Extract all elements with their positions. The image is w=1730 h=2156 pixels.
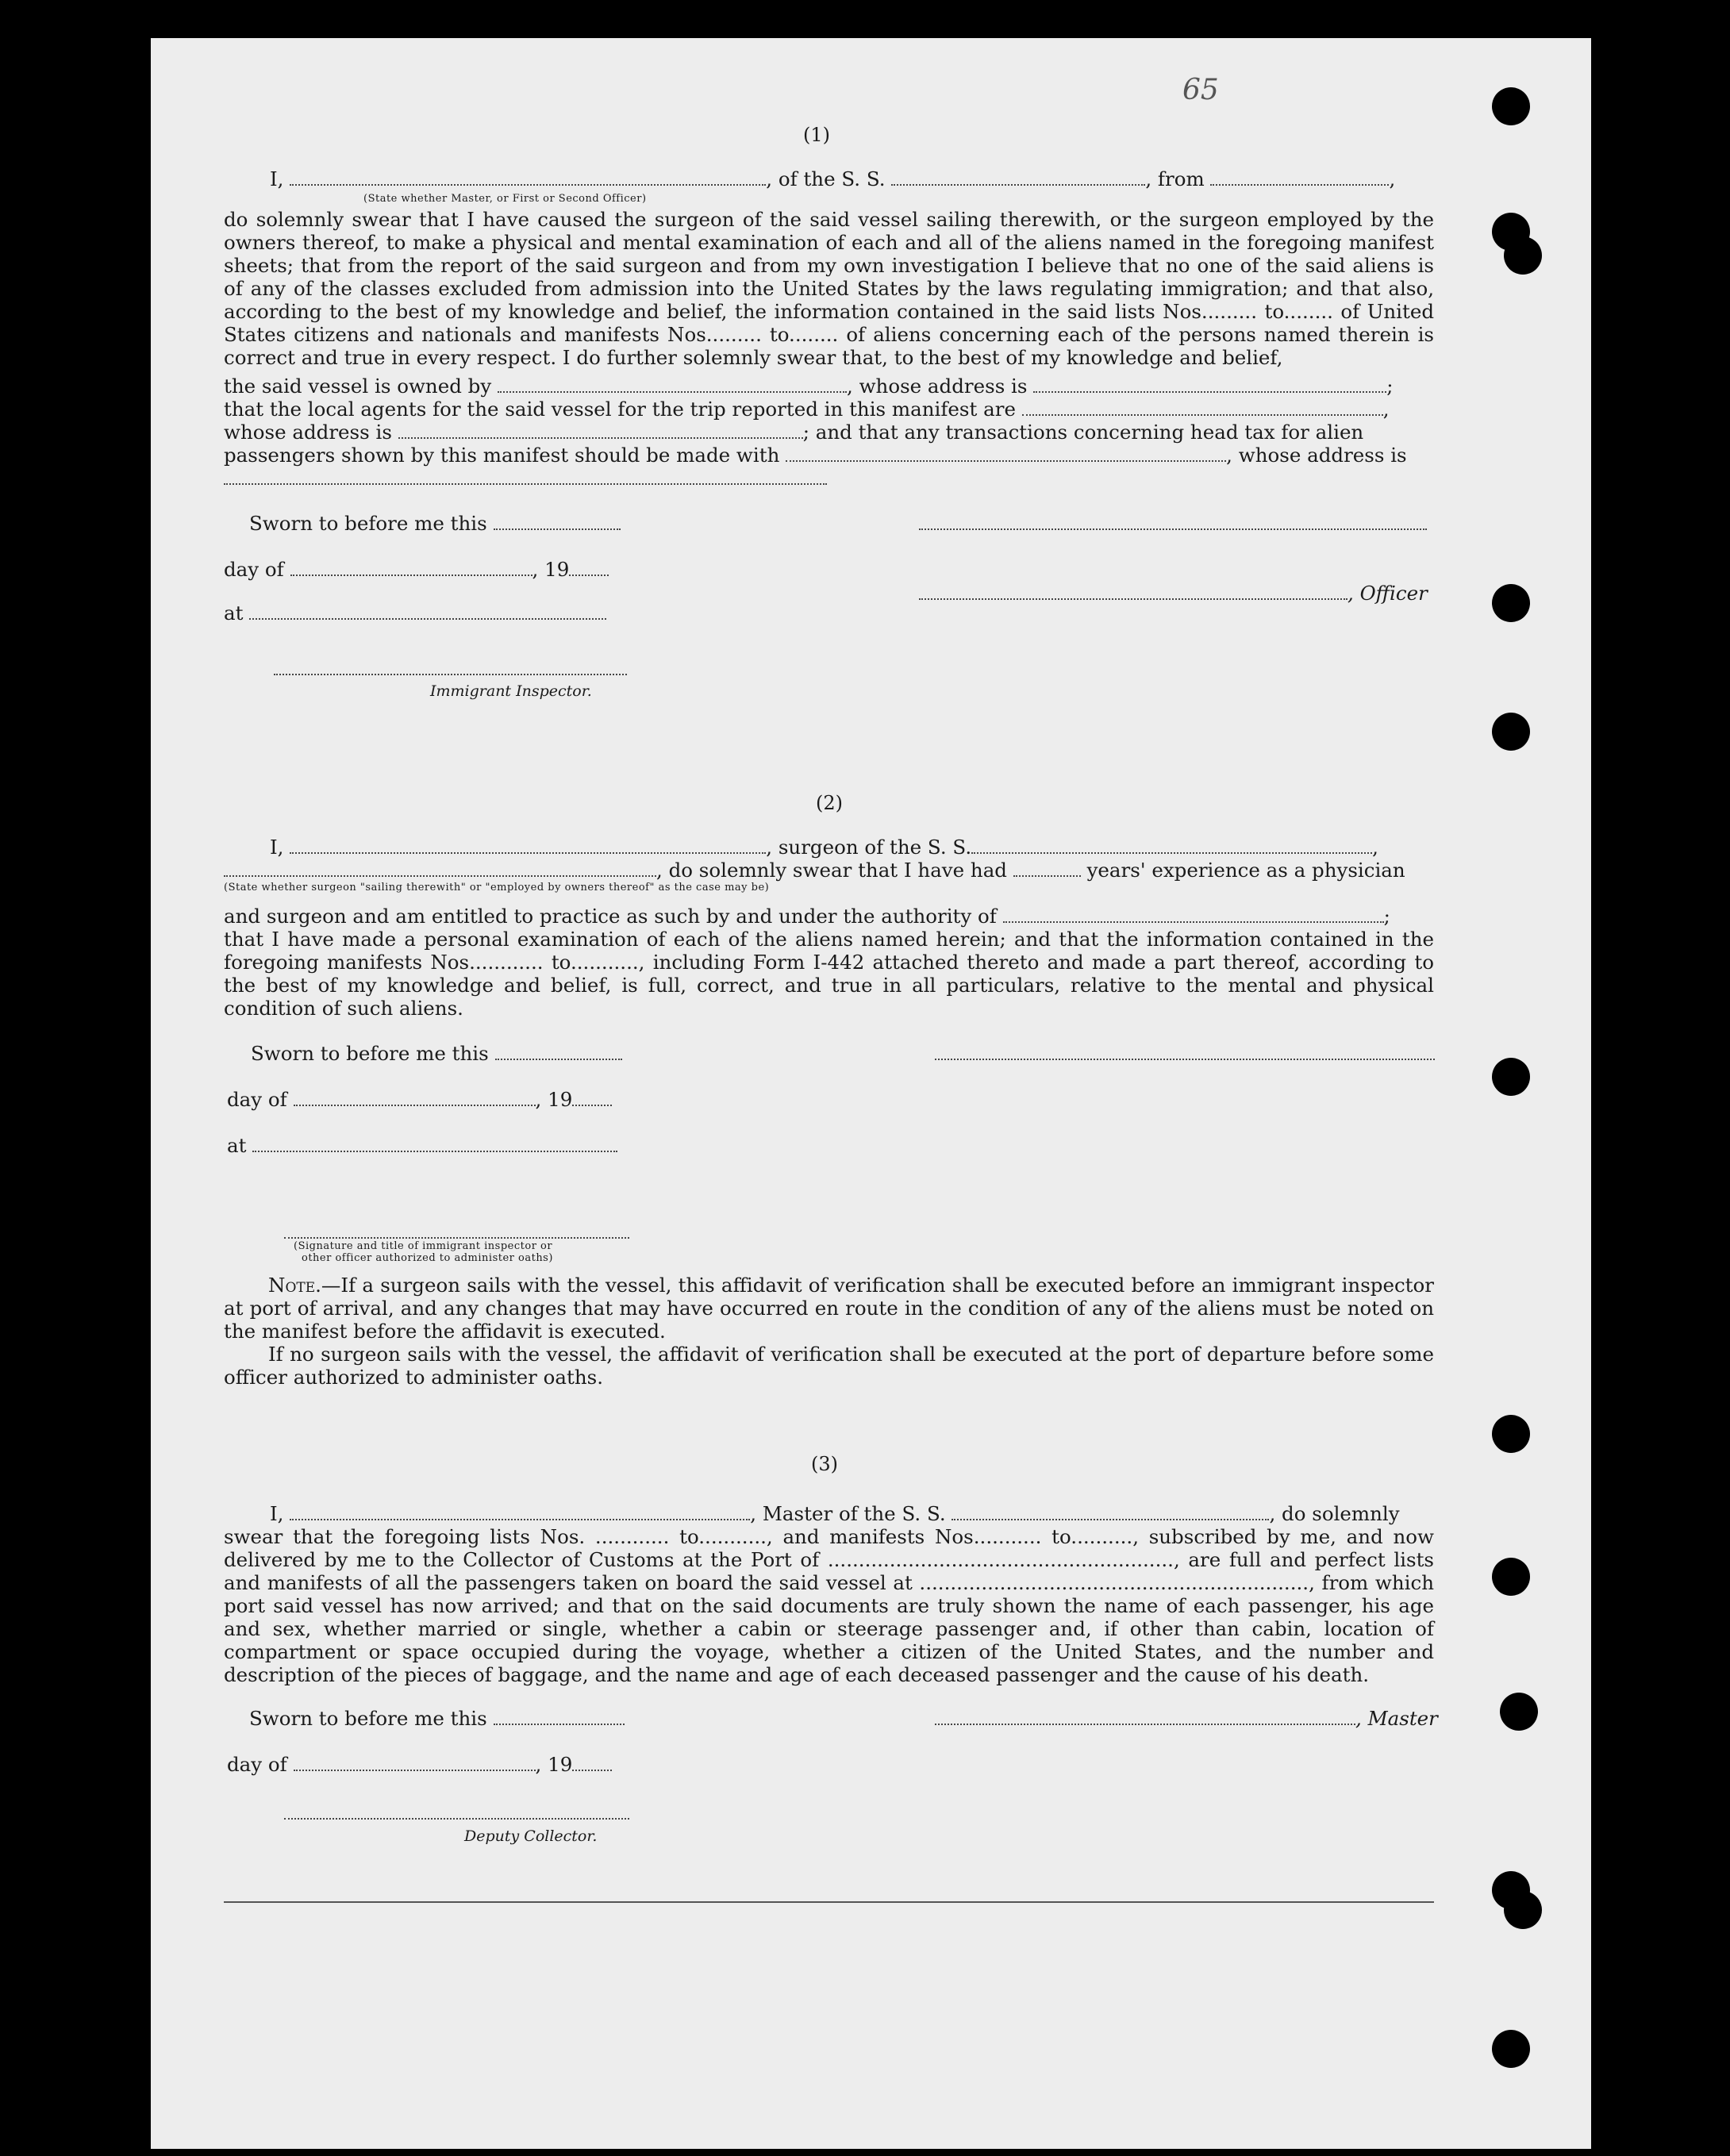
punch-hole [1492,1058,1530,1096]
punch-hole [1504,1891,1542,1929]
punch-hole [1500,1693,1538,1731]
s2-sig-caption: other officer authorized to administer oaths) [302,1252,553,1264]
punch-hole [1492,1558,1530,1596]
section-number: (3) [811,1453,838,1475]
s2-line2: , do solemnly swear that I have had years' experience as a physician [224,859,1405,882]
s2-day-of: day of , 19 [227,1088,612,1111]
s2-at: at [227,1134,617,1157]
document-page [151,38,1591,2149]
s3-body [224,1525,1434,1686]
s2-authority-line: and surgeon and am entitled to practice as such by and under the authority of ; [224,905,1390,928]
s1-passengers-line: passengers shown by this manifest should be made with , whose address is [224,444,1407,467]
s2-body-text: that I have made a personal examination of each of the aliens named herein; and that the information contained in the foregoing manifests Nos............ to..........., including Form I-442 attached thereto and made a part thereof, according to the best of my knowledge and belief, is full, correct, and true in all particulars, relative to the mental and physical condition of such aliens. [224,928,1434,1020]
s2-body [224,928,1434,1020]
s2-line1: I, , surgeon of the S. S. , [270,836,1378,859]
punch-hole [1492,2030,1530,2068]
s1-line1: I, , of the S. S. , from , [270,167,1396,190]
s2-caption: (State whether surgeon "sailing therewith" or "employed by owners thereof" as the case may be) [224,882,770,894]
s1-i: I, [270,167,284,190]
punch-hole [1492,87,1530,125]
s3-master-line: , Master [935,1707,1438,1730]
s1-address-line: whose address is ; and that any transactions concerning head tax for alien [224,421,1364,444]
section-number: (1) [803,124,830,146]
s3-day-of: day of , 19 [227,1753,612,1776]
punch-hole [1492,713,1530,751]
s3-sworn: Sworn to before me this [249,1707,625,1730]
bottom-rule [224,1901,1434,1903]
s3-body-text: swear that the foregoing lists Nos. ............ to..........., and manifests Nos........... to.........., subscribed by me, and now delivered by me to the Collector of Customs at the Port of ........................................................, are full and perfect lists and manifests of all the passengers taken on board the said vessel at ..............................................................., from which port said vessel has now arrived; and that on the said documents are truly shown the name of each passenger, his age and sex, whether married or single, whether a cabin or steerage passenger and, if other than cabin, location of compartment or space occupied during the voyage, whether a citizen of the United States, and the number and description of the pieces of baggage, and the name and age of each deceased passenger and the cause of his death. [224,1525,1434,1686]
punch-hole [1492,1415,1530,1453]
s2-sworn: Sworn to before me this [251,1042,622,1065]
s3-line1: I, , Master of the S. S. , do solemnly [270,1502,1400,1525]
s2-sig-caption: (Signature and title of immigrant inspector or [294,1240,553,1252]
s1-officer-line: , Officer [919,582,1428,605]
s1-owned-line: the said vessel is owned by , whose address is ; [224,375,1394,398]
s2-note: Note.—If a surgeon sails with the vessel, this affidavit of verification shall be executed before an immigrant inspector at port of arrival, and any changes that may have occurred en route in the condition of any of the aliens must be noted on the manifest before the affidavit is executed. If no surgeon sails with the vessel, the affidavit of verification shall be executed at the port of departure before some officer authorized to administer oaths. [224,1274,1434,1389]
s1-of-ss: , of the S. S. [766,167,886,190]
s1-body-text: do solemnly swear that I have caused the surgeon of the said vessel sailing therewith, or the surgeon employed by the owners thereof, to make a physical and mental examination of each and all of the aliens named in the foregoing manifest sheets; that from the report of the said surgeon and from my own investigation I believe that no one of the said aliens is of any of the classes excluded from admission into the United States by the laws regulating immigration; and that also, according to the best of my knowledge and belief, the information contained in the said lists Nos......... to........ of United States citizens and nationals and manifests Nos......... to........ of aliens concerning each of the persons named therein is correct and true in every respect. I do further solemnly swear that, to the best of my knowledge and belief, [224,208,1434,369]
s1-day-of: day of , 19 [224,558,609,581]
s1-agents-line: that the local agents for the said vessel for the trip reported in this manifest are , [224,398,1390,421]
s1-caption: (State whether Master, or First or Second Officer) [363,193,647,205]
punch-hole [1492,584,1530,622]
s1-from: , from [1145,167,1205,190]
section-number: (2) [816,792,843,814]
s1-body [224,208,1434,369]
handwritten-mark: 65 [1182,74,1219,106]
punch-hole [1504,236,1542,275]
s1-at: at [224,601,606,625]
s3-deputy-caption: Deputy Collector. [464,1827,598,1845]
s1-inspector-caption: Immigrant Inspector. [430,682,592,700]
s1-sworn: Sworn to before me this [249,512,621,535]
